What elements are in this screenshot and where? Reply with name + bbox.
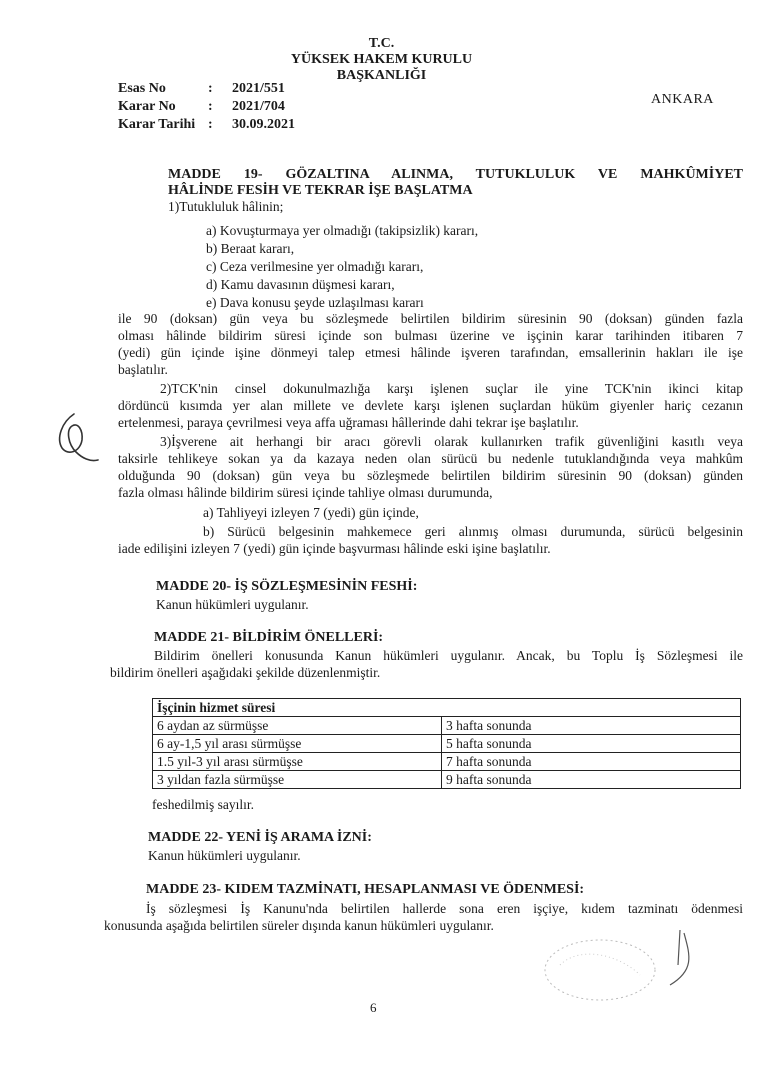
- notice-period-table: [152, 698, 741, 789]
- handwritten-initial-signature: [52, 408, 102, 468]
- table-cell-notice: 9 hafta sonunda: [442, 771, 741, 789]
- m19-p1-line2: olması hâlinde bildirim süresi içinde son bulması üzerine ve işçinin karar tarihinden itibaren 7: [118, 328, 743, 343]
- m19-title-a: MADDE 19- GÖZALTINA ALINMA, TUTUKLULUK VE MAHKÛMİYET: [168, 167, 743, 182]
- table-row: [153, 735, 741, 753]
- table-cell-notice: 5 hafta sonunda: [442, 735, 741, 753]
- meta-karar-no: Karar No : 2021/704: [118, 99, 285, 114]
- stamp-mark: [530, 925, 730, 1005]
- case-meta: [118, 80, 295, 134]
- table-header-row: [153, 699, 741, 717]
- m23-title: MADDE 23- KIDEM TAZMİNATI, HESAPLANMASI VE ÖDENMESİ:: [146, 882, 585, 897]
- m19-title-b: HÂLİNDE FESİH VE TEKRAR İŞE BAŞLATMA: [168, 183, 473, 198]
- table-cell-notice: 3 hafta sonunda: [442, 717, 741, 735]
- m19-item-a: a) Kovuşturmaya yer olmadığı (takipsizlik) kararı,: [206, 223, 479, 238]
- m19-p3-line2: taksirle tehlikeye sokan ya da kazaya neden olan sürücü bu nedenle tutuklandığında veya mahkûm: [118, 451, 743, 466]
- m19-item-d: d) Kamu davasının düşmesi kararı,: [206, 277, 395, 292]
- table-cell-period: 3 yıldan fazla sürmüşse: [153, 771, 442, 789]
- m19-item-c: c) Ceza verilmesine yer olmadığı kararı,: [206, 259, 424, 274]
- table-row: [153, 771, 741, 789]
- m19-p2-line3: ertelenmesi, paraya çevrilmesi veya affa uğraması hâllerinde dahi tekrar işe başlatılır.: [118, 415, 579, 430]
- m19-p3-line3: olduğunda 90 (doksan) gün veya bu sözleşmede belirtilen bildirim süresinin 90 (doksan) günden: [118, 468, 743, 483]
- m19-p3-b-line1: b) Sürücü belgesinin mahkemece geri alınmış olması durumunda, sürücü belgesinin: [203, 524, 743, 539]
- m21-after: feshedilmiş sayılır.: [152, 797, 254, 812]
- m19-p1-line1: ile 90 (doksan) gün veya bu sözleşmede belirtilen bildirim süresinin 90 (doksan) günden fazla: [118, 311, 743, 326]
- m19-p2-line2: dördüncü kısımda yer alan millete ve devlete karşı işlenen suçlardan hüküm giyenler hariç cezanın: [118, 398, 743, 413]
- m19-p3-line1: 3)İşverene ait herhangi bir aracı görevli olarak kullanırken trafik güvenliğini kasıtlı veya: [160, 434, 743, 449]
- header-tc: T.C.: [368, 36, 395, 51]
- meta-karar-tarihi: Karar Tarihi : 30.09.2021: [118, 117, 295, 132]
- header-institution: YÜKSEK HAKEM KURULU: [290, 52, 473, 67]
- m22-body: Kanun hükümleri uygulanır.: [148, 848, 301, 863]
- header-presidency: BAŞKANLIĞI: [336, 68, 427, 83]
- meta-esas-no: Esas No : 2021/551: [118, 81, 285, 96]
- m23-body-line2: konusunda aşağıda belirtilen süreler dışında kanun hükümleri uygulanır.: [104, 918, 494, 933]
- m21-body-line1: Bildirim önelleri konusunda Kanun hükümleri uygulanır. Ancak, bu Toplu İş Sözleşmesi ile: [154, 648, 743, 663]
- m19-item-e: e) Dava konusu şeyde uzlaşılması kararı: [206, 295, 424, 310]
- city-label: ANKARA: [651, 92, 714, 107]
- m22-title: MADDE 22- YENİ İŞ ARAMA İZNİ:: [148, 830, 372, 845]
- m19-p1-line4: başlatılır.: [118, 362, 168, 377]
- table-header-cell: İşçinin hizmet süresi: [153, 699, 741, 717]
- table-cell-period: 1.5 yıl-3 yıl arası sürmüşse: [153, 753, 442, 771]
- m19-p1-line3: (yedi) gün içinde işine dönmeyi talep etmesi hâlinde işveren tarafından, emsallerinin hakları ile işe: [118, 345, 743, 360]
- m21-title: MADDE 21- BİLDİRİM ÖNELLERİ:: [154, 630, 384, 645]
- m19-p3-b-line2: iade edilişini izleyen 7 (yedi) gün içinde başvurması hâlinde eski işine başlatılır.: [118, 541, 551, 556]
- table-cell-period: 6 aydan az sürmüşse: [153, 717, 442, 735]
- table-row: [153, 753, 741, 771]
- table-cell-period: 6 ay-1,5 yıl arası sürmüşse: [153, 735, 442, 753]
- m19-p3-a: a) Tahliyeyi izleyen 7 (yedi) gün içinde,: [203, 505, 419, 520]
- m19-p3-line4: fazla olması hâlinde bildirim süresi içinde tahliye olması durumunda,: [118, 485, 493, 500]
- m21-body-line2: bildirim önelleri aşağıdaki şekilde düzenlenmiştir.: [110, 665, 381, 680]
- m19-item-b: b) Beraat kararı,: [206, 241, 295, 256]
- page-number: 6: [370, 1000, 377, 1015]
- m23-body-line1: İş sözleşmesi İş Kanunu'nda belirtilen hallerde sona eren işçiye, kıdem tazminatı ödenmesi: [146, 901, 743, 916]
- m20-title: MADDE 20- İŞ SÖZLEŞMESİNİN FESHİ:: [156, 579, 418, 594]
- table-row: [153, 717, 741, 735]
- m19-p2-line1: 2)TCK'nin cinsel dokunulmazlığa karşı işlenen suçlar ile yine TCK'nin ikinci kitap: [160, 381, 743, 396]
- table-cell-notice: 7 hafta sonunda: [442, 753, 741, 771]
- m19-p1-intro: 1)Tutukluluk hâlinin;: [168, 199, 284, 214]
- m20-body: Kanun hükümleri uygulanır.: [156, 597, 309, 612]
